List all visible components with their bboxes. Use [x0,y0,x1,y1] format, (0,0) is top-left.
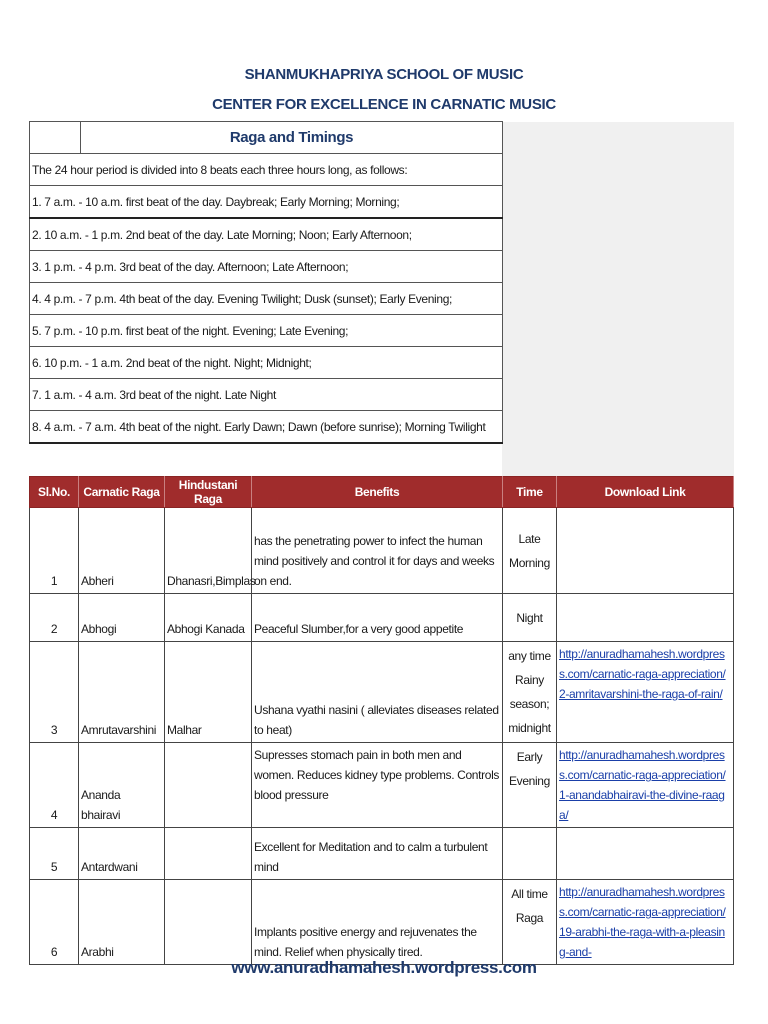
cell-benefits: has the penetrating power to infect the human mind positively and control it for days and weeks on end. [252,508,503,594]
timing-beat-6: 6. 10 p.m. - 1 a.m. 2nd beat of the night. Night; Midnight; [30,347,503,379]
cell-time: Night [503,594,557,642]
table-row [30,594,734,642]
school-subtitle: CENTER FOR EXCELLENCE IN CARNATIC MUSIC [212,96,556,113]
timing-beat-4: 4. 4 p.m. - 7 p.m. 4th beat of the day. Evening Twilight; Dusk (sunset); Early Evening; [30,283,503,315]
cell-carnatic-raga: Arabhi [79,880,165,965]
table-row [30,508,734,594]
cell-carnatic-raga: Abhogi [79,594,165,642]
cell-slno: 4 [30,743,79,828]
table-row [30,828,734,880]
header-benefits: Benefits [252,477,503,508]
download-link[interactable]: http://anuradhamahesh.wordpress.com/carnatic-raga-appreciation/1-anandabhairavi-the-divine-raaga/ [559,748,726,822]
timing-beat-2: 2. 10 a.m. - 1 p.m. 2nd beat of the day. Late Morning; Noon; Early Afternoon; [30,218,503,251]
raga-table [29,476,734,965]
timing-beat-8: 8. 4 a.m. - 7 a.m. 4th beat of the night. Early Dawn; Dawn (before sunrise); Morning Twilight [30,411,503,444]
cell-time: any time Rainy season; midnight [503,642,557,743]
cell-benefits: Implants positive energy and rejuvenates the mind. Relief when physically tired. [252,880,503,965]
timing-beat-3: 3. 1 p.m. - 4 p.m. 3rd beat of the day. Afternoon; Late Afternoon; [30,251,503,283]
cell-carnatic-raga: Abheri [79,508,165,594]
timing-beat-7: 7. 1 a.m. - 4 a.m. 3rd beat of the night. Late Night [30,379,503,411]
cell-time [503,828,557,880]
table-row [30,642,734,743]
cell-benefits: Supresses stomach pain in both men and women. Reduces kidney type problems. Controls blood pressure [252,743,503,828]
cell-download-link [557,828,734,880]
cell-slno: 2 [30,594,79,642]
header-carnatic-raga: Carnatic Raga [79,477,165,508]
cell-slno: 3 [30,642,79,743]
cell-hindustani-raga [165,743,252,828]
cell-hindustani-raga: Malhar [165,642,252,743]
background-panel [502,122,734,477]
cell-time: Early Evening [503,743,557,828]
cell-time: All time Raga [503,880,557,965]
cell-benefits: Excellent for Meditation and to calm a turbulent mind [252,828,503,880]
timings-corner-cell [30,122,81,154]
table-row [30,880,734,965]
header-slno: Sl.No. [30,477,79,508]
table-row [30,743,734,828]
header-hindustani-raga: Hindustani Raga [165,477,252,508]
cell-hindustani-raga: Abhogi Kanada [165,594,252,642]
cell-hindustani-raga [165,828,252,880]
cell-carnatic-raga: Amrutavarshini [79,642,165,743]
cell-slno: 5 [30,828,79,880]
header-time: Time [503,477,557,508]
school-name: SHANMUKHAPRIYA SCHOOL OF MUSIC [244,66,524,83]
cell-carnatic-raga: Ananda bhairavi [79,743,165,828]
cell-time: Late Morning [503,508,557,594]
cell-benefits: Peaceful Slumber,for a very good appetite [252,594,503,642]
cell-carnatic-raga: Antardwani [79,828,165,880]
timings-intro: The 24 hour period is divided into 8 beats each three hours long, as follows: [30,154,503,186]
timing-beat-5: 5. 7 p.m. - 10 p.m. first beat of the night. Evening; Late Evening; [30,315,503,347]
timing-beat-1: 1. 7 a.m. - 10 a.m. first beat of the day. Daybreak; Early Morning; Morning; [30,186,503,219]
download-link[interactable]: http://anuradhamahesh.wordpress.com/carnatic-raga-appreciation/19-arabhi-the-raga-with-a-pleasing-and- [559,885,726,959]
timings-table [29,121,503,444]
cell-hindustani-raga: Dhanasri,Bimplas [165,508,252,594]
cell-slno: 6 [30,880,79,965]
timings-title: Raga and Timings [81,122,503,154]
download-link[interactable]: http://anuradhamahesh.wordpress.com/carnatic-raga-appreciation/2-amritavarshini-the-raga-of-rain/ [559,647,726,701]
header-download-link: Download Link [557,477,734,508]
cell-download-link[interactable] [557,642,734,743]
cell-download-link [557,594,734,642]
footer-website[interactable]: www.anuradhamahesh.wordpress.com [231,958,537,977]
cell-download-link[interactable] [557,880,734,965]
cell-slno: 1 [30,508,79,594]
cell-download-link[interactable] [557,743,734,828]
cell-benefits: Ushana vyathi nasini ( alleviates diseases related to heat) [252,642,503,743]
cell-hindustani-raga [165,880,252,965]
cell-download-link [557,508,734,594]
